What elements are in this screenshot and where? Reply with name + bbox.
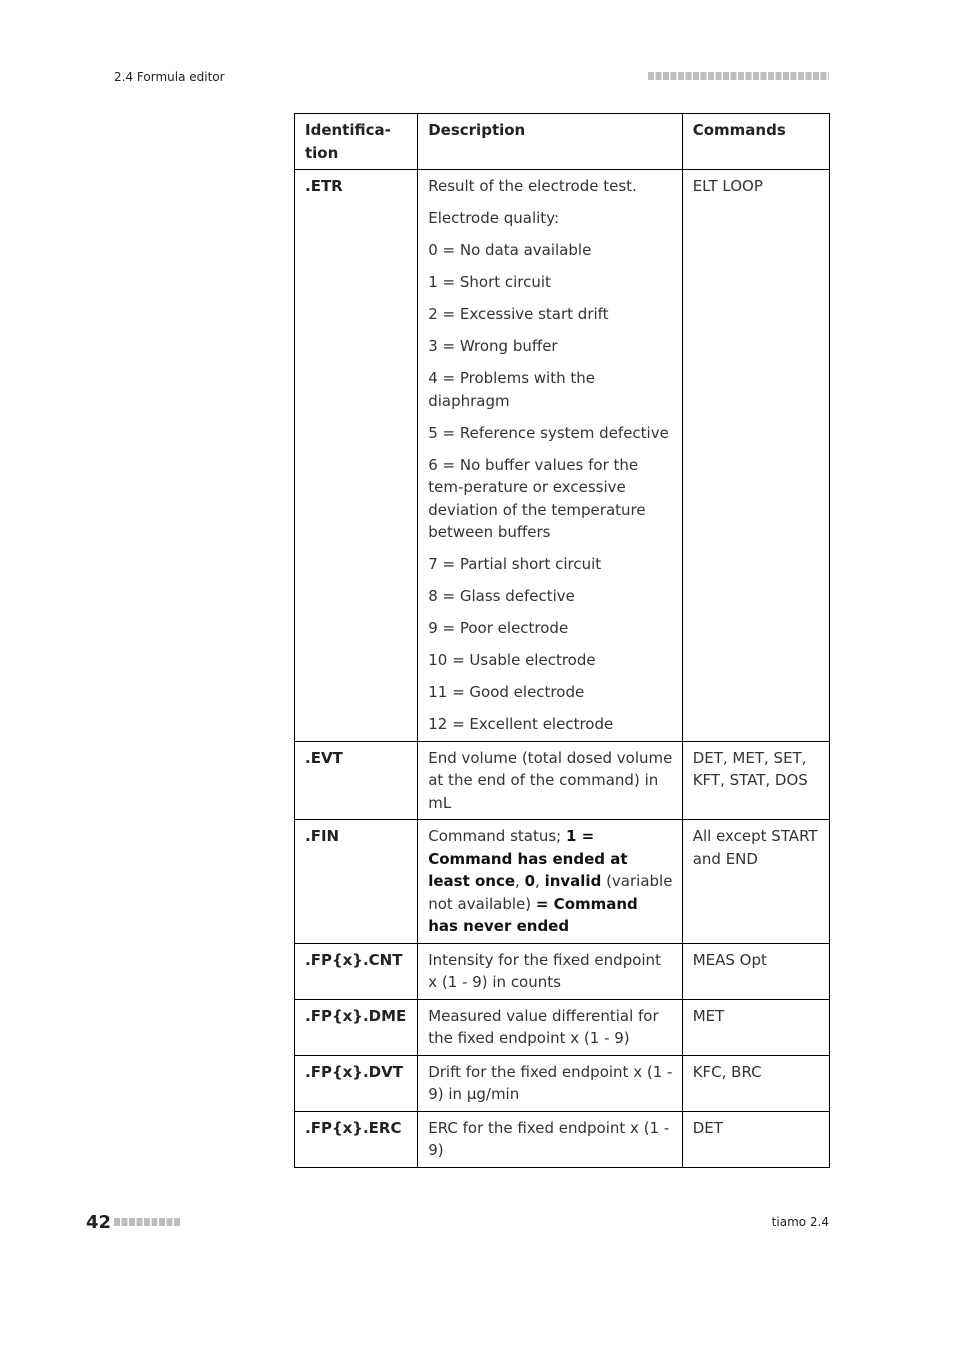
- row-identification: .EVT: [295, 741, 418, 820]
- table-row: [295, 741, 830, 820]
- row-commands: MET: [682, 999, 829, 1055]
- column-header-description: Description: [418, 114, 682, 170]
- description-line: 1 = Short circuit: [428, 273, 551, 291]
- description-part: Command status;: [428, 827, 566, 845]
- description-part-bold: 0: [524, 872, 536, 890]
- column-header-identification: Identifica- tion: [295, 114, 418, 170]
- product-name: tiamo 2.4: [771, 1215, 829, 1229]
- table-row: [295, 1055, 830, 1111]
- table-row: [295, 170, 830, 742]
- description-line: 0 = No data available: [428, 241, 592, 259]
- column-header-commands: Commands: [682, 114, 829, 170]
- description-part: (variable not available): [428, 872, 673, 913]
- table-row: [295, 943, 830, 999]
- row-commands: KFC, BRC: [682, 1055, 829, 1111]
- variables-table: [294, 113, 830, 1168]
- row-description: Measured value differential for the fixed endpoint x (1 - 9): [418, 999, 682, 1055]
- description-line: 5 = Reference system defective: [428, 423, 669, 442]
- row-identification: .FP{x}.DVT: [295, 1055, 418, 1111]
- description-line: Result of the electrode test.: [428, 177, 637, 195]
- row-identification: .FP{x}.DME: [295, 999, 418, 1055]
- description-line: 6 = No buffer values for the tem-perature or excessive deviation of the temperature between buffers: [428, 455, 646, 541]
- row-commands: DET: [682, 1111, 829, 1167]
- table-row: [295, 1111, 830, 1167]
- row-description: ERC for the fixed endpoint x (1 - 9): [418, 1111, 682, 1167]
- row-commands: MEAS Opt: [682, 943, 829, 999]
- header-decoration: [648, 72, 829, 80]
- description-line: 12 = Excellent electrode: [428, 715, 614, 733]
- description-part-bold: invalid: [544, 872, 602, 890]
- page-number: 42: [86, 1212, 112, 1233]
- description-line: 3 = Wrong buffer: [428, 337, 558, 355]
- description-line: 10 = Usable electrode: [428, 651, 596, 669]
- row-identification: .FP{x}.CNT: [295, 943, 418, 999]
- row-description: Intensity for the fixed endpoint x (1 - 9) in counts: [418, 943, 682, 999]
- row-description: Drift for the fixed endpoint x (1 - 9) in µg/min: [418, 1055, 682, 1111]
- row-identification: .FP{x}.ERC: [295, 1111, 418, 1167]
- row-identification: .FIN: [295, 820, 418, 944]
- description-line: 9 = Poor electrode: [428, 619, 569, 637]
- description-line: 11 = Good electrode: [428, 683, 585, 701]
- description-line: Electrode quality:: [428, 209, 560, 227]
- description-line: 4 = Problems with the diaphragm: [428, 369, 595, 410]
- description-line: 2 = Excessive start drift: [428, 305, 609, 323]
- table-row: [295, 820, 830, 944]
- table-row: [295, 999, 830, 1055]
- description-part: ,: [515, 872, 525, 890]
- table-header-row: [295, 114, 830, 170]
- row-commands: DET, MET, SET, KFT, STAT, DOS: [682, 741, 829, 820]
- footer-decoration: [114, 1218, 181, 1226]
- row-identification: .ETR: [295, 170, 418, 742]
- row-description: [418, 170, 682, 742]
- row-commands: ELT LOOP: [682, 170, 829, 742]
- description-part: ,: [535, 872, 545, 890]
- description-line: 8 = Glass defective: [428, 587, 575, 605]
- description-part-bold: = Command has never ended: [428, 894, 638, 935]
- row-description: [418, 820, 682, 944]
- row-commands: All except START and END: [682, 820, 829, 944]
- description-line: 7 = Partial short circuit: [428, 555, 602, 573]
- section-header: 2.4 Formula editor: [114, 70, 225, 84]
- description-part-bold: 1 = Command has ended at least once: [428, 827, 628, 890]
- row-description: End volume (total dosed volume at the end of the command) in mL: [418, 741, 682, 820]
